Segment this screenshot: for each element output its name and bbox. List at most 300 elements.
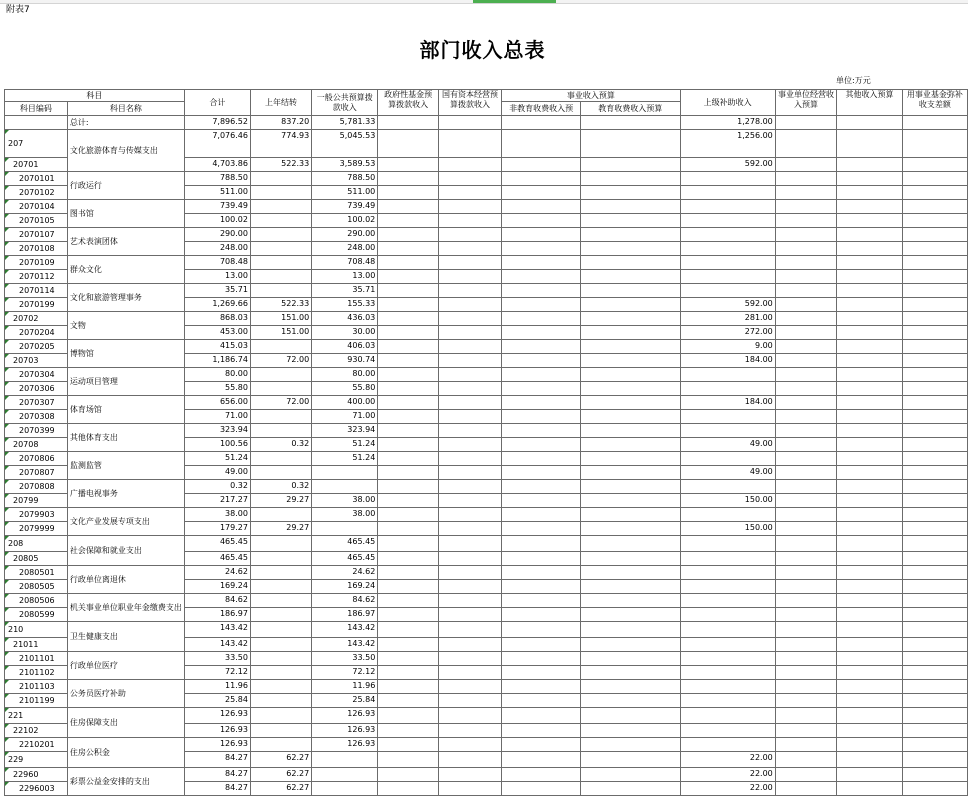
- state-capital-cell: [438, 452, 501, 466]
- gov-fund-cell: [378, 536, 439, 552]
- table-body: [5, 116, 968, 796]
- carryover-cell: 522.33: [250, 158, 311, 172]
- career-fund-cell: [902, 522, 967, 536]
- subject-code-cell: 20708: [5, 438, 68, 452]
- non-edu-fee-cell: [502, 354, 581, 368]
- edu-fee-cell: [581, 256, 681, 270]
- carryover-cell: [250, 738, 311, 752]
- carryover-cell: [250, 638, 311, 652]
- gov-fund-cell: [378, 382, 439, 396]
- carryover-cell: [250, 340, 311, 354]
- other-income-cell: [837, 340, 903, 354]
- edu-fee-cell: [581, 622, 681, 638]
- subject-name-cell: 社会保障和就业支出: [67, 536, 184, 566]
- superior-subsidy-cell: [680, 368, 775, 382]
- other-income-cell: [837, 580, 903, 594]
- superior-subsidy-cell: [680, 552, 775, 566]
- subject-code-cell: 2101101: [5, 652, 68, 666]
- subject-code-cell: 210: [5, 622, 68, 638]
- edu-fee-cell: [581, 508, 681, 522]
- other-income-cell: [837, 752, 903, 768]
- gov-fund-cell: [378, 186, 439, 200]
- carryover-cell: [250, 724, 311, 738]
- general-budget-cell: 143.42: [312, 638, 378, 652]
- non-edu-fee-cell: [502, 738, 581, 752]
- table-row: [5, 312, 968, 326]
- superior-subsidy-cell: [680, 536, 775, 552]
- total-superior: 1,278.00: [680, 116, 775, 130]
- header-superior-subsidy: 上级补助收入: [680, 90, 775, 116]
- subject-name-cell: 公务员医疗补助: [67, 680, 184, 708]
- total-cell: 415.03: [184, 340, 250, 354]
- career-fund-cell: [902, 494, 967, 508]
- gov-fund-cell: [378, 172, 439, 186]
- superior-subsidy-cell: [680, 452, 775, 466]
- affiliated-unit-cell: [775, 200, 836, 214]
- subject-code-cell: 208: [5, 536, 68, 552]
- general-budget-cell: 71.00: [312, 410, 378, 424]
- other-income-cell: [837, 622, 903, 638]
- affiliated-unit-cell: [775, 284, 836, 298]
- edu-fee-cell: [581, 130, 681, 158]
- affiliated-unit-cell: [775, 382, 836, 396]
- general-budget-cell: 248.00: [312, 242, 378, 256]
- non-edu-fee-cell: [502, 368, 581, 382]
- gov-fund-cell: [378, 130, 439, 158]
- superior-subsidy-cell: [680, 242, 775, 256]
- career-fund-cell: [902, 200, 967, 214]
- gov-fund-cell: [378, 284, 439, 298]
- general-budget-cell: 38.00: [312, 494, 378, 508]
- affiliated-unit-cell: [775, 172, 836, 186]
- table-row: [5, 680, 968, 694]
- non-edu-fee-cell: [502, 580, 581, 594]
- total-cell: 51.24: [184, 452, 250, 466]
- other-income-cell: [837, 130, 903, 158]
- career-fund-cell: [902, 270, 967, 284]
- superior-subsidy-cell: [680, 508, 775, 522]
- affiliated-unit-cell: [775, 242, 836, 256]
- non-edu-fee-cell: [502, 200, 581, 214]
- affiliated-unit-cell: [775, 494, 836, 508]
- header-subject-name: 科目名称: [67, 102, 184, 116]
- non-edu-fee-cell: [502, 480, 581, 494]
- gov-fund-cell: [378, 368, 439, 382]
- affiliated-unit-cell: [775, 782, 836, 796]
- affiliated-unit-cell: [775, 214, 836, 228]
- career-fund-cell: [902, 580, 967, 594]
- general-budget-cell: 930.74: [312, 354, 378, 368]
- total-cell: 217.27: [184, 494, 250, 508]
- gov-fund-cell: [378, 622, 439, 638]
- carryover-cell: [250, 680, 311, 694]
- subject-code-cell: 2210201: [5, 738, 68, 752]
- edu-fee-cell: [581, 382, 681, 396]
- header-subject: 科目: [5, 90, 185, 102]
- subject-name-cell: 运动项目管理: [67, 368, 184, 396]
- general-budget-cell: 126.93: [312, 724, 378, 738]
- general-budget-cell: 126.93: [312, 708, 378, 724]
- state-capital-cell: [438, 724, 501, 738]
- gov-fund-cell: [378, 228, 439, 242]
- subject-name-cell: 行政单位离退休: [67, 566, 184, 594]
- affiliated-unit-cell: [775, 508, 836, 522]
- affiliated-unit-cell: [775, 368, 836, 382]
- edu-fee-cell: [581, 298, 681, 312]
- subject-code-cell: 2070105: [5, 214, 68, 228]
- subject-code-cell: 2101199: [5, 694, 68, 708]
- total-cell: 84.27: [184, 768, 250, 782]
- carryover-cell: [250, 368, 311, 382]
- affiliated-unit-cell: [775, 652, 836, 666]
- superior-subsidy-cell: [680, 594, 775, 608]
- career-fund-cell: [902, 694, 967, 708]
- other-income-cell: [837, 768, 903, 782]
- other-income-cell: [837, 480, 903, 494]
- subject-name-cell: 监测监管: [67, 452, 184, 480]
- non-edu-fee-cell: [502, 424, 581, 438]
- career-fund-cell: [902, 410, 967, 424]
- subject-name-cell: 其他体育支出: [67, 424, 184, 452]
- subject-code-cell: 2101102: [5, 666, 68, 680]
- superior-subsidy-cell: [680, 424, 775, 438]
- gov-fund-cell: [378, 552, 439, 566]
- other-income-cell: [837, 172, 903, 186]
- total-cell: 126.93: [184, 724, 250, 738]
- non-edu-fee-cell: [502, 284, 581, 298]
- affiliated-unit-cell: [775, 680, 836, 694]
- gov-fund-cell: [378, 438, 439, 452]
- non-edu-fee-cell: [502, 508, 581, 522]
- other-income-cell: [837, 410, 903, 424]
- other-income-cell: [837, 158, 903, 172]
- table-row: [5, 508, 968, 522]
- non-edu-fee-cell: [502, 782, 581, 796]
- edu-fee-cell: [581, 172, 681, 186]
- superior-subsidy-cell: 49.00: [680, 438, 775, 452]
- superior-subsidy-cell: [680, 680, 775, 694]
- gov-fund-cell: [378, 494, 439, 508]
- edu-fee-cell: [581, 738, 681, 752]
- affiliated-unit-cell: [775, 622, 836, 638]
- total-general: 5,781.33: [312, 116, 378, 130]
- gov-fund-cell: [378, 214, 439, 228]
- other-income-cell: [837, 724, 903, 738]
- superior-subsidy-cell: [680, 738, 775, 752]
- non-edu-fee-cell: [502, 708, 581, 724]
- non-edu-fee-cell: [502, 652, 581, 666]
- gov-fund-cell: [378, 652, 439, 666]
- subject-code-cell: 2070112: [5, 270, 68, 284]
- affiliated-unit-cell: [775, 130, 836, 158]
- subject-code-cell: 20805: [5, 552, 68, 566]
- total-cell: 143.42: [184, 622, 250, 638]
- state-capital-cell: [438, 172, 501, 186]
- total-cell: 35.71: [184, 284, 250, 298]
- career-fund-cell: [902, 594, 967, 608]
- superior-subsidy-cell: [680, 638, 775, 652]
- edu-fee-cell: [581, 186, 681, 200]
- state-capital-cell: [438, 242, 501, 256]
- general-budget-cell: [312, 768, 378, 782]
- subject-code-cell: 20799: [5, 494, 68, 508]
- subject-code-cell: 229: [5, 752, 68, 768]
- state-capital-cell: [438, 284, 501, 298]
- gov-fund-cell: [378, 694, 439, 708]
- subject-name-cell: 文化和旅游管理事务: [67, 284, 184, 312]
- superior-subsidy-cell: [680, 284, 775, 298]
- other-income-cell: [837, 652, 903, 666]
- affiliated-unit-cell: [775, 452, 836, 466]
- subject-name-cell: 住房公积金: [67, 738, 184, 768]
- total-row: [5, 116, 968, 130]
- state-capital-cell: [438, 326, 501, 340]
- state-capital-cell: [438, 312, 501, 326]
- state-capital-cell: [438, 608, 501, 622]
- carryover-cell: [250, 552, 311, 566]
- carryover-cell: [250, 608, 311, 622]
- non-edu-fee-cell: [502, 130, 581, 158]
- superior-subsidy-cell: 592.00: [680, 298, 775, 312]
- carryover-cell: [250, 708, 311, 724]
- total-cell: 511.00: [184, 186, 250, 200]
- gov-fund-cell: [378, 638, 439, 652]
- table-row: [5, 172, 968, 186]
- state-capital-cell: [438, 368, 501, 382]
- other-income-cell: [837, 242, 903, 256]
- total-cell: 323.94: [184, 424, 250, 438]
- header-carryover: 上年结转: [250, 90, 311, 116]
- edu-fee-cell: [581, 242, 681, 256]
- state-capital-cell: [438, 652, 501, 666]
- gov-fund-cell: [378, 594, 439, 608]
- income-summary-table: [4, 89, 968, 796]
- affiliated-unit-cell: [775, 424, 836, 438]
- non-edu-fee-cell: [502, 438, 581, 452]
- gov-fund-cell: [378, 680, 439, 694]
- state-capital-cell: [438, 354, 501, 368]
- career-fund-cell: [902, 340, 967, 354]
- subject-code-cell: 2070109: [5, 256, 68, 270]
- total-cell: 465.45: [184, 536, 250, 552]
- superior-subsidy-cell: 9.00: [680, 340, 775, 354]
- subject-name-cell: 群众文化: [67, 256, 184, 284]
- edu-fee-cell: [581, 608, 681, 622]
- general-budget-cell: 465.45: [312, 552, 378, 566]
- other-income-cell: [837, 608, 903, 622]
- table-row: [5, 708, 968, 724]
- general-budget-cell: [312, 752, 378, 768]
- table-row: [5, 340, 968, 354]
- other-income-cell: [837, 708, 903, 724]
- superior-subsidy-cell: [680, 228, 775, 242]
- carryover-cell: 151.00: [250, 326, 311, 340]
- state-capital-cell: [438, 256, 501, 270]
- superior-subsidy-cell: [680, 694, 775, 708]
- subject-code-cell: 20702: [5, 312, 68, 326]
- total-cell: 126.93: [184, 708, 250, 724]
- general-budget-cell: 38.00: [312, 508, 378, 522]
- total-cell: 708.48: [184, 256, 250, 270]
- superior-subsidy-cell: [680, 652, 775, 666]
- total-cell: 72.12: [184, 666, 250, 680]
- gov-fund-cell: [378, 242, 439, 256]
- total-cell: 656.00: [184, 396, 250, 410]
- affiliated-unit-cell: [775, 536, 836, 552]
- general-budget-cell: 80.00: [312, 368, 378, 382]
- carryover-cell: [250, 694, 311, 708]
- edu-fee-cell: [581, 494, 681, 508]
- other-income-cell: [837, 256, 903, 270]
- table-row: [5, 228, 968, 242]
- non-edu-fee-cell: [502, 340, 581, 354]
- superior-subsidy-cell: 272.00: [680, 326, 775, 340]
- superior-subsidy-cell: [680, 200, 775, 214]
- state-capital-cell: [438, 410, 501, 424]
- gov-fund-cell: [378, 480, 439, 494]
- subject-code-cell: 2070101: [5, 172, 68, 186]
- table-row: [5, 284, 968, 298]
- carryover-cell: [250, 382, 311, 396]
- state-capital-cell: [438, 508, 501, 522]
- carryover-cell: [250, 622, 311, 638]
- general-budget-cell: 465.45: [312, 536, 378, 552]
- gov-fund-cell: [378, 298, 439, 312]
- gov-fund-cell: [378, 354, 439, 368]
- superior-subsidy-cell: [680, 580, 775, 594]
- non-edu-fee-cell: [502, 622, 581, 638]
- subject-name-cell: 博物馆: [67, 340, 184, 368]
- subject-code-cell: 2070114: [5, 284, 68, 298]
- edu-fee-cell: [581, 396, 681, 410]
- other-income-cell: [837, 694, 903, 708]
- carryover-cell: [250, 652, 311, 666]
- edu-fee-cell: [581, 326, 681, 340]
- total-cell: 453.00: [184, 326, 250, 340]
- state-capital-cell: [438, 694, 501, 708]
- gov-fund-cell: [378, 522, 439, 536]
- affiliated-unit-cell: [775, 298, 836, 312]
- state-capital-cell: [438, 580, 501, 594]
- affiliated-unit-cell: [775, 312, 836, 326]
- header-career-fund: 用事业基金弥补收支差额: [902, 90, 967, 116]
- non-edu-fee-cell: [502, 382, 581, 396]
- other-income-cell: [837, 552, 903, 566]
- total-cell: 4,703.86: [184, 158, 250, 172]
- edu-fee-cell: [581, 724, 681, 738]
- gov-fund-cell: [378, 340, 439, 354]
- career-fund-cell: [902, 368, 967, 382]
- affiliated-unit-cell: [775, 326, 836, 340]
- subject-name-cell: 体育场馆: [67, 396, 184, 424]
- carryover-cell: [250, 214, 311, 228]
- superior-subsidy-cell: 592.00: [680, 158, 775, 172]
- superior-subsidy-cell: [680, 270, 775, 284]
- carryover-cell: [250, 566, 311, 580]
- other-income-cell: [837, 438, 903, 452]
- total-cell: 0.32: [184, 480, 250, 494]
- edu-fee-cell: [581, 768, 681, 782]
- header-edu-fee: 教育收费收入预算: [581, 102, 681, 116]
- table-row: [5, 130, 968, 158]
- career-fund-cell: [902, 738, 967, 752]
- total-cell: 1,186.74: [184, 354, 250, 368]
- other-income-cell: [837, 566, 903, 580]
- general-budget-cell: 788.50: [312, 172, 378, 186]
- edu-fee-cell: [581, 354, 681, 368]
- other-income-cell: [837, 508, 903, 522]
- superior-subsidy-cell: [680, 214, 775, 228]
- affiliated-unit-cell: [775, 768, 836, 782]
- subject-code-cell: 2070806: [5, 452, 68, 466]
- subject-code-cell: 2070304: [5, 368, 68, 382]
- table-row: [5, 396, 968, 410]
- career-fund-cell: [902, 396, 967, 410]
- general-budget-cell: 72.12: [312, 666, 378, 680]
- total-cell: 290.00: [184, 228, 250, 242]
- state-capital-cell: [438, 594, 501, 608]
- table-row: [5, 452, 968, 466]
- career-fund-cell: [902, 312, 967, 326]
- total-cell: 100.56: [184, 438, 250, 452]
- header-career-income: 事业收入预算: [502, 90, 680, 102]
- subject-name-cell: 文化旅游体育与传媒支出: [67, 130, 184, 172]
- gov-fund-cell: [378, 200, 439, 214]
- edu-fee-cell: [581, 480, 681, 494]
- state-capital-cell: [438, 680, 501, 694]
- carryover-cell: 151.00: [250, 312, 311, 326]
- total-cell: 11.96: [184, 680, 250, 694]
- superior-subsidy-cell: [680, 566, 775, 580]
- superior-subsidy-cell: [680, 622, 775, 638]
- career-fund-cell: [902, 130, 967, 158]
- career-fund-cell: [902, 228, 967, 242]
- total-cell: 465.45: [184, 552, 250, 566]
- non-edu-fee-cell: [502, 256, 581, 270]
- table-row: [5, 594, 968, 608]
- state-capital-cell: [438, 494, 501, 508]
- gov-fund-cell: [378, 270, 439, 284]
- edu-fee-cell: [581, 312, 681, 326]
- subject-code-cell: 2070807: [5, 466, 68, 480]
- carryover-cell: 29.27: [250, 522, 311, 536]
- subject-code-cell: 2080501: [5, 566, 68, 580]
- state-capital-cell: [438, 396, 501, 410]
- header-subject-code: 科目编码: [5, 102, 68, 116]
- state-capital-cell: [438, 552, 501, 566]
- edu-fee-cell: [581, 594, 681, 608]
- superior-subsidy-cell: [680, 480, 775, 494]
- edu-fee-cell: [581, 522, 681, 536]
- affiliated-unit-cell: [775, 480, 836, 494]
- table-row: [5, 200, 968, 214]
- state-capital-cell: [438, 522, 501, 536]
- superior-subsidy-cell: 1,256.00: [680, 130, 775, 158]
- total-cell: 49.00: [184, 466, 250, 480]
- subject-code-cell: 207: [5, 130, 68, 158]
- general-budget-cell: 51.24: [312, 438, 378, 452]
- non-edu-fee-cell: [502, 608, 581, 622]
- affiliated-unit-cell: [775, 522, 836, 536]
- other-income-cell: [837, 494, 903, 508]
- affiliated-unit-cell: [775, 438, 836, 452]
- other-income-cell: [837, 228, 903, 242]
- carryover-cell: [250, 270, 311, 284]
- non-edu-fee-cell: [502, 552, 581, 566]
- other-income-cell: [837, 214, 903, 228]
- state-capital-cell: [438, 200, 501, 214]
- general-budget-cell: 290.00: [312, 228, 378, 242]
